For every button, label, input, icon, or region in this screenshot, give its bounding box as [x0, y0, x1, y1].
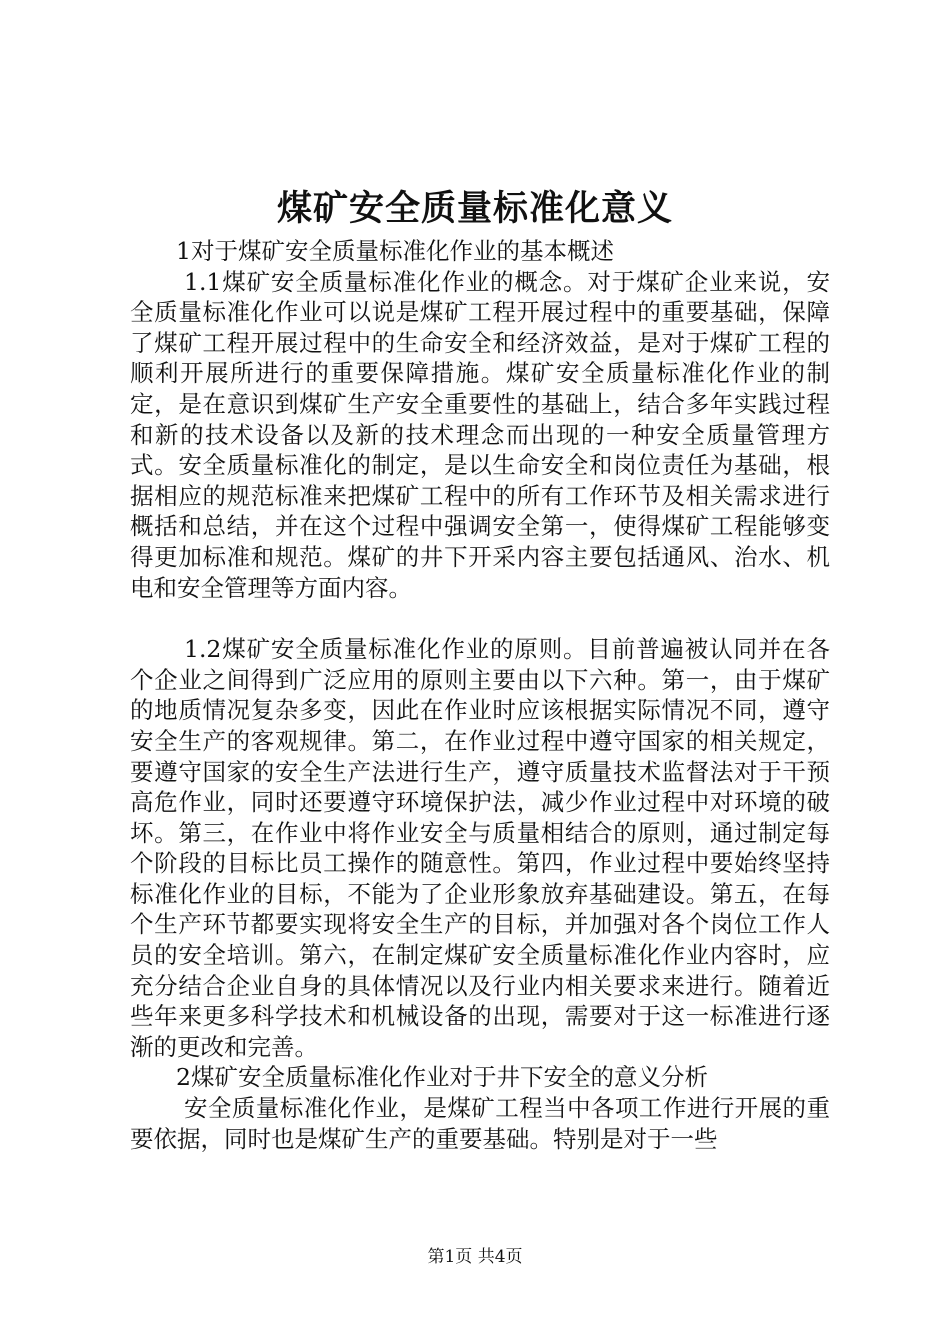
- document-title: 煤矿安全质量标准化意义: [276, 188, 673, 229]
- paragraph-1-2: 1.2煤矿安全质量标准化作业的原则。目前普遍被认同并在各个企业之间得到广泛应用的原则主要由以下六种。第一，由于煤矿的地质情况复杂多变，因此在作业时应该根据实际情况不同，遵守安全生产的客观规律。第二，在作业过程中遵守国家的相关规定，要遵守国家的安全生产法进行生产，遵守质量技术监督法对于干预高危作业，同时还要遵守环境保护法，减少作业过程中对环境的破坏。第三，在作业中将作业安全与质量相结合的原则，通过制定每个阶段的目标比员工操作的随意性。第四，作业过程中要始终坚持标准化作业的目标，不能为了企业形象放弃基础建设。第五，在每个生产环节都要实现将安全生产的目标，并加强对各个岗位工作人员的安全培训。第六，在制定煤矿安全质量标准化作业内容时，应充分结合企业自身的具体情况以及行业内相关要求来进行。随着近些年来更多科学技术和机械设备的出现，需要对于这一标准进行逐渐的更改和完善。: [130, 635, 830, 1061]
- document-body: [130, 236, 830, 1154]
- page-footer: 第1页 共4页: [427, 1247, 523, 1267]
- section-heading-1: 1对于煤矿安全质量标准化作业的基本概述: [176, 237, 614, 265]
- section-heading-2: 2煤矿安全质量标准化作业对于井下安全的意义分析: [176, 1063, 708, 1092]
- paragraph-2-intro: 安全质量标准化作业，是煤矿工程当中各项工作进行开展的重要依据，同时也是煤矿生产的重要基础。特别是对于一些: [130, 1094, 830, 1153]
- paragraph-spacer: [130, 603, 830, 634]
- paragraph-1-1: 1.1煤矿安全质量标准化作业的概念。对于煤矿企业来说，安全质量标准化作业可以说是煤矿工程开展过程中的重要基础，保障了煤矿工程开展过程中的生命安全和经济效益，是对于煤矿工程的顺利开展所进行的重要保障措施。煤矿安全质量标准化作业的制定，是在意识到煤矿生产安全重要性的基础上，结合多年实践过程和新的技术设备以及新的技术理念而出现的一种安全质量管理方式。安全质量标准化的制定，是以生命安全和岗位责任为基础，根据相应的规范标准来把煤矿工程中的所有工作环节及相关需求进行概括和总结，并在这个过程中强调安全第一，使得煤矿工程能够变得更加标准和规范。煤矿的井下开采内容主要包括通风、治水、机电和安全管理等方面内容。: [130, 267, 830, 602]
